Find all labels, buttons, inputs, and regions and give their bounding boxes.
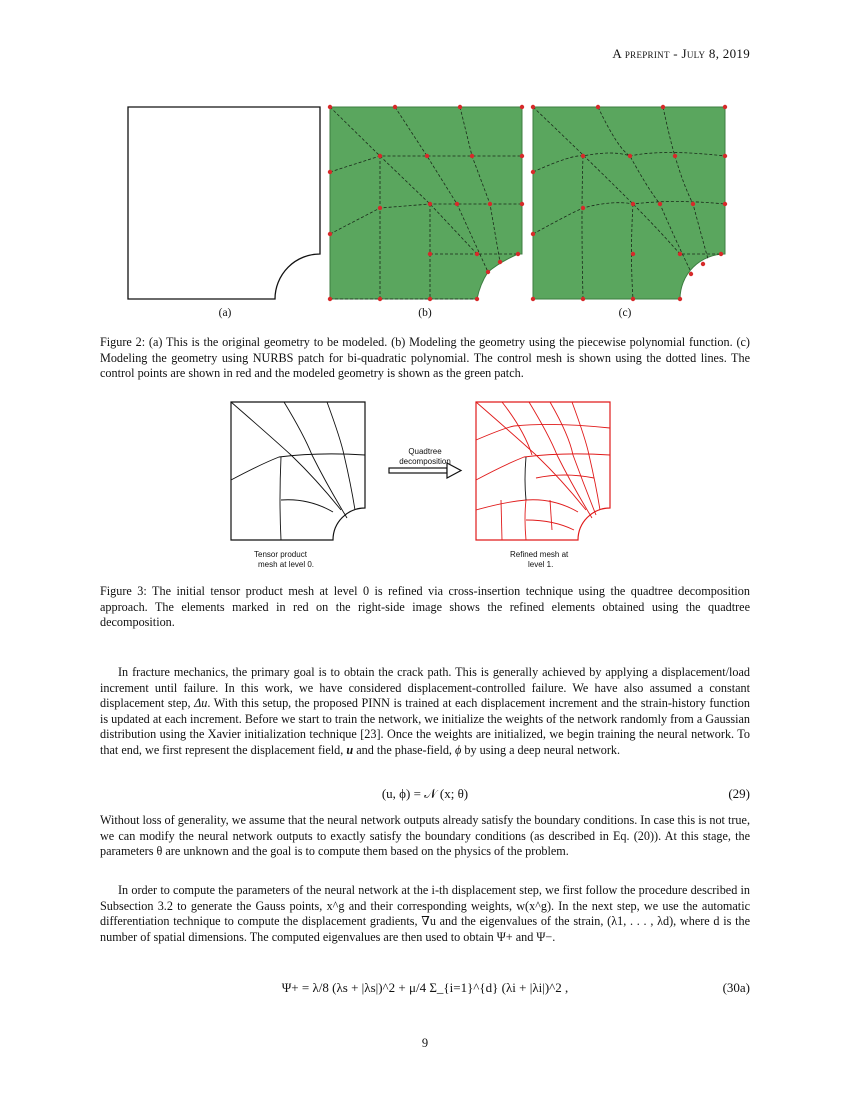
- paragraph-1: [100, 665, 750, 759]
- displacement-step-symbol: Δu: [194, 696, 208, 711]
- left-mesh-label-line-1: Tensor product: [254, 550, 307, 559]
- subfigure-label-c: (c): [618, 307, 632, 319]
- tensor-product-mesh: [231, 402, 365, 540]
- paragraph-1-part-d: by using a deep neural network.: [461, 742, 621, 757]
- running-header: [100, 46, 750, 62]
- refined-mesh: [476, 402, 610, 540]
- arrow-label: [385, 447, 465, 467]
- paragraph-1-part-b: . With this setup, the proposed PINN is trained at each displacement increment and the strain-history function is updated at each increment. Before we start to train the network, we initialize the weights of the network randomly from a Gaussian distribution using the Xavier initialization technique [23]. Once the weights are initialized, we begin training the neural network. To that end, we first represent the displacement field,: [100, 696, 750, 757]
- page-number: 9: [421, 1036, 429, 1050]
- paragraph-1-part-a: In fracture mechanics, the primary goal is to obtain the crack path. This is generally achieved by applying a displacement/load increment until failure. In this work, we have considered displacement-controlled failure. We have also assumed a constant displacement step,: [100, 665, 750, 711]
- figure-2-caption: Figure 2: (a) This is the original geometry to be modeled. (b) Modeling the geometry using the piecewise polynomial function. (c) Modeling the geometry using NURBS patch for bi-quadratic polynomial. The control mesh is shown using the dotted lines. The control points are shown in red and the modeled geometry is shown as the green patch.: [100, 335, 750, 381]
- paragraph-1-part-c: and the phase-field,: [353, 742, 456, 757]
- panel-b-geometry: [328, 105, 524, 301]
- figure-2: [125, 104, 755, 304]
- phase-field-symbol: ϕ: [455, 742, 462, 757]
- subfigure-label-b: (b): [418, 307, 432, 319]
- equation-29-number: (29): [728, 786, 750, 801]
- header-text: A preprint - July 8, 2019: [612, 46, 750, 61]
- panel-c-geometry: [531, 105, 727, 301]
- left-mesh-label-line-2: mesh at level 0.: [258, 560, 315, 569]
- figure-3-caption: Figure 3: The initial tensor product mesh at level 0 is refined via cross-insertion technique using the quadtree decomposition approach. The elements marked in red on the right-side image shows the refined elements obtained using the quadtree decomposition.: [100, 584, 750, 630]
- figure-3-meshes: [229, 400, 629, 550]
- right-mesh-label-line-1: Refined mesh at: [510, 550, 569, 559]
- original-geometry-outline: [128, 107, 320, 299]
- arrow-label-line-1: Quadtree: [408, 447, 442, 456]
- subfigure-label-a: (a): [218, 307, 232, 319]
- equation-30a: [100, 976, 750, 1006]
- right-mesh-label: [510, 550, 600, 570]
- figure-3: [229, 400, 629, 550]
- arrow-label-line-2: decomposition: [399, 457, 451, 466]
- figure-2-panels: [125, 104, 755, 304]
- right-mesh-label-line-2: level 1.: [528, 560, 554, 569]
- equation-29-body: (u, ϕ) = 𝒩 (x; θ): [381, 786, 469, 801]
- equation-30a-body: Ψ+ = λ/8 (λs + |λs|)^2 + μ/4 Σ_{i=1}^{d} (λi + |λi|)^2 ,: [281, 980, 569, 995]
- equation-29: [100, 786, 750, 804]
- left-mesh-label: [254, 550, 344, 570]
- paragraph-2: Without loss of generality, we assume that the neural network outputs already satisfy the boundary conditions. In case this is not true, we can modify the neural network outputs to exactly satisfy the boundary conditions (as described in Eq. (20)). At this stage, the parameters θ are unknown and the goal is to compute them based on the physics of the problem.: [100, 813, 750, 859]
- paragraph-3: In order to compute the parameters of the neural network at the i-th displacement step, we first follow the procedure described in Subsection 3.2 to generate the Gauss points, x^g and their corresponding weights, w(x^g). In the next step, we use the automatic differentiation technique to compute the displacement gradients, ∇u and the eigenvalues of the strain, (λ1, . . . , λd), where d is the number of spatial dimensions. The computed eigenvalues are then used to obtain Ψ+ and Ψ−.: [100, 883, 750, 944]
- displacement-field-symbol: u: [346, 742, 354, 757]
- equation-30a-number: (30a): [722, 980, 750, 995]
